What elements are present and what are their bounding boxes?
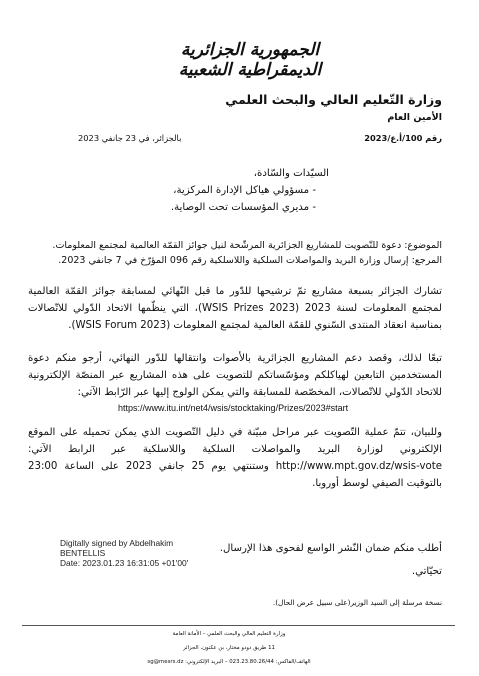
- place-date: بالجزائر، في 23 جانفي 2023: [78, 133, 182, 143]
- itu-link[interactable]: https://www.itu.int/net4/wsis/stocktaking/Prizes/2023#start: [118, 403, 349, 413]
- signature-line: Digitally signed by Abdelhakim: [60, 538, 174, 548]
- closing-request: أطلب منكم ضمان النّشر الواسع لفحوى هذا الإرسال.: [219, 543, 442, 554]
- republic-header: الجمهورية الجزائرية الديمقراطية الشعبية: [178, 40, 322, 80]
- subject-block: [30, 238, 442, 268]
- recipient-item: - مسؤولي هياكل الإدارة المركزية،: [173, 185, 316, 196]
- recipient-list: [96, 182, 316, 216]
- signature-line: BENTELLIS: [60, 548, 106, 558]
- reference-number: رقم 100/أ.ع/2023: [364, 133, 442, 143]
- subject-line: الموضوع: دعوة للتّصويت للمشاريع الجزائرية المرشّحة لنيل جوائز القمّة العالمية لمجتمع المعلومات.: [52, 240, 442, 251]
- reference-line: المرجع: إرسال وزارة البريد والمواصلات السلكية واللاسلكية رقم 096 المؤرّخ في 7 جانفي 2023.: [58, 255, 442, 266]
- footer-contact: الهاتف/الفاكس: 023.23.80.26/44 – البريد الإلكتروني: sg@mesrs.dz: [147, 659, 311, 665]
- digital-signature: [60, 538, 200, 568]
- footer-line: وزارة التعليم العالي والبحث العلمي – الأمانة العامة: [172, 631, 286, 637]
- footer-line: 11 طريق دودو مختار، بن عكنون، الجزائر: [183, 645, 275, 651]
- signature-date: Date: 2023.01.23 16:31:05 +01'00': [60, 558, 189, 568]
- paragraph-3: وللبيان، تتمّ عملية التّصويت عبر مراحل مبيّنة في دليل التّصويت الذي يمكن تحميله على الموقع الإلكتروني لوزارة البريد والمواصلات السلكية واللاسلكية عبر الرابط الآتي: http://www.mpt.gov.dz/wsis-vote وستنتهي يوم 25 جانفي 2023 على الساعة 23:00 بالتوقيت الصيفي لوسط أوروبا.: [28, 427, 442, 489]
- paragraph-2: تبعًا لذلك، وقصد دعم المشاريع الجزائرية بالأصوات وانتقالها للدّور النهائي، أرجو منكم دعوة المستخدمين التابعين لهياكلكم ومؤسّساتكم للتصويت على هذه المشاريع عبر المنصّة الإلكترونية للاتحاد الدّولي للاتّصالات، المخصّصة للمسابقة والتي يمكن الولوج إليها عبر الرّابط الآتي:: [28, 353, 442, 398]
- paragraph-1: تشارك الجزائر بسبعة مشاريع تمّ ترشيحها للدّور ما قبل النّهائي لمسابقة جوائز القمّة العالمية لمجتمع المعلومات لسنة 2023 (WSIS Prizes 2023)، التي ينظّمها الاتحاد الدّولي للاتّصالات بمناسبة انعقاد المنتدى السّنوي للقمّة العالمية لمجتمع المعلومات (WSIS Forum 2023).: [28, 286, 442, 331]
- copy-note: نسخة مرسلة إلى السيد الوزير(على سبيل عرض الحال).: [272, 598, 442, 607]
- secretary-general: الأمين العام: [387, 112, 442, 123]
- salutation: السيّدات والسّادة،: [253, 168, 329, 179]
- closing-greeting: تحيّاتي.: [411, 566, 442, 577]
- footer-divider: [22, 625, 455, 626]
- ministry-name: وزارة التّعليم العالي والبحث العلمي: [225, 92, 442, 107]
- recipient-item: - مديري المؤسسات تحت الوصاية.: [170, 202, 316, 213]
